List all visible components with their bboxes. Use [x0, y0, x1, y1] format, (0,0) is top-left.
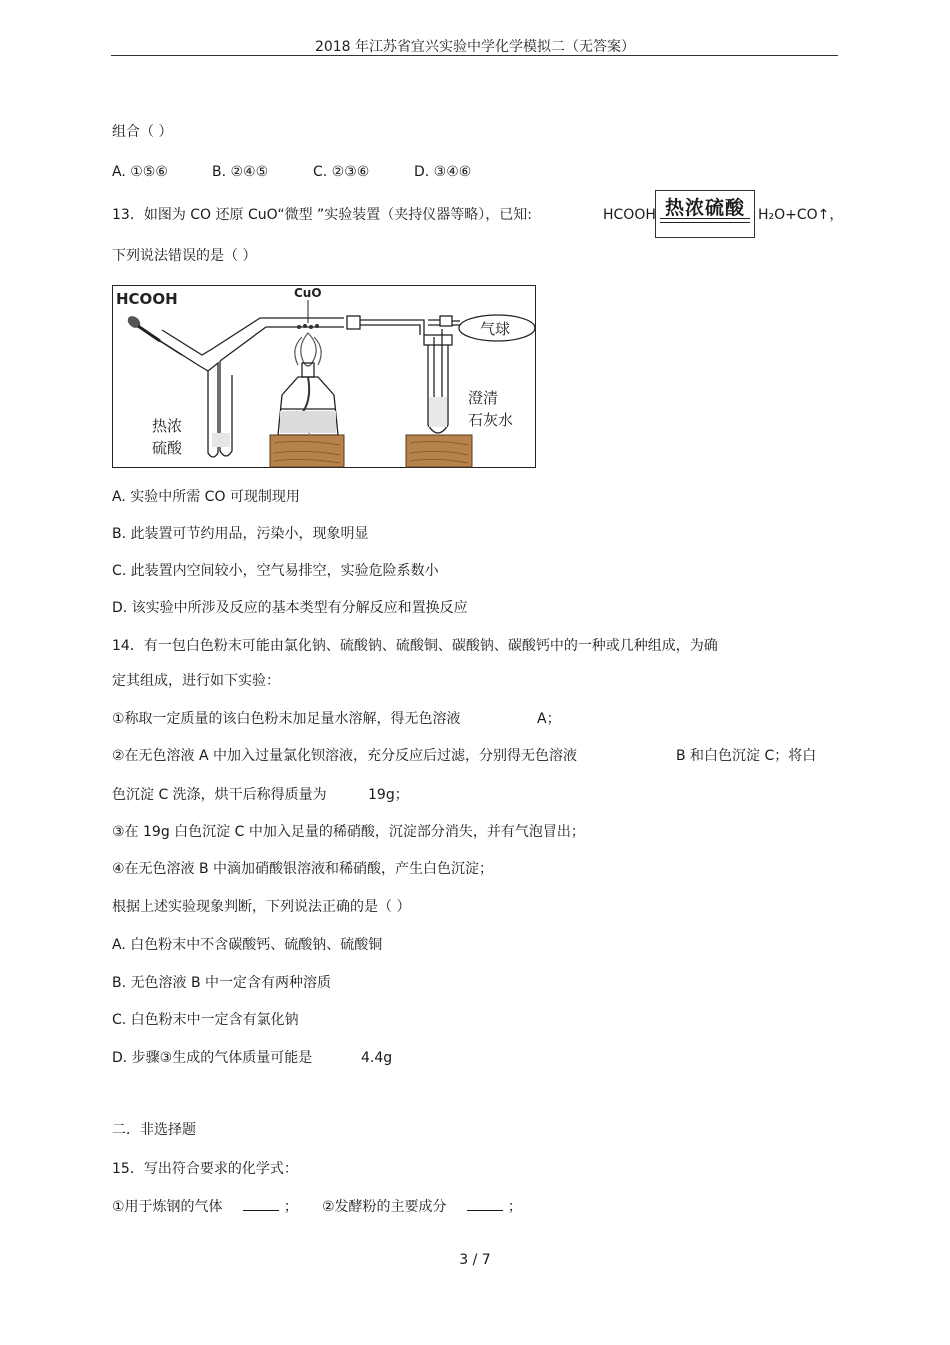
apparatus-figure [112, 285, 536, 468]
q15-item1 [112, 1196, 298, 1216]
q14-question: 根据上述实验现象判断，下列说法正确的是（ ） [112, 899, 411, 915]
wooden-block-left [270, 435, 344, 467]
q15-item2-end: ； [507, 1199, 522, 1215]
q14-option-b: B. 无色溶液 B 中一定含有两种溶质 [112, 975, 332, 991]
q13-option-d: D. 该实验中所涉及反应的基本类型有分解反应和置换反应 [112, 600, 468, 616]
q12-option-a: A. ①⑤⑥ [112, 164, 168, 180]
label-limewater-line2: 石灰水 [468, 411, 514, 429]
apparatus-diagram [112, 285, 536, 468]
q15-item1-end: ； [283, 1199, 298, 1215]
q12-option-c: C. ②③⑥ [313, 164, 370, 180]
q15-item2-label: ②发酵粉的主要成分 [322, 1199, 447, 1215]
acid-liquid [212, 433, 230, 447]
q12-tail: 组合（ ） [112, 124, 173, 140]
label-hot-acid-line1: 热浓 [152, 417, 183, 435]
page-header-title: 2018 年江苏省宜兴实验中学化学模拟二（无答案） [314, 39, 636, 55]
q13-reaction-condition [655, 190, 755, 238]
equation-arrow-line [660, 222, 750, 223]
q14-step2-mass: 19g； [368, 787, 409, 803]
q13-equation-products: H₂O+CO↑， [758, 207, 844, 223]
wooden-block-right [406, 435, 472, 467]
label-limewater-line1: 澄清 [468, 389, 499, 407]
q14-stem-line1: 14．有一包白色粉末可能由氯化钠、硫酸钠、硫酸铜、碳酸钠、碳酸钙中的一种或几种组成，为确 [112, 638, 718, 654]
q14-option-d: D. 步骤③生成的气体质量可能是 [112, 1050, 313, 1066]
q14-step1: ①称取一定质量的该白色粉末加足量水溶解，得无色溶液 [112, 711, 461, 727]
q14-option-c: C. 白色粉末中一定含有氯化钠 [112, 1012, 299, 1028]
page-number: 3 / 7 [459, 1252, 491, 1268]
q15-stem: 15．写出符合要求的化学式： [112, 1161, 298, 1177]
q14-stem-line2: 定其组成，进行如下实验： [112, 673, 280, 689]
q13-equation-reactant: HCOOH [603, 207, 656, 223]
q15-item1-answer-blank[interactable] [243, 1196, 279, 1211]
q14-step4: ④在无色溶液 B 中滴加硝酸银溶液和稀硝酸，产生白色沉淀； [112, 861, 494, 877]
q14-option-a: A. 白色粉末中不含碳酸钙、硫酸钠、硫酸铜 [112, 937, 383, 953]
label-cuo: CuO [294, 286, 322, 300]
label-balloon: 气球 [480, 320, 511, 338]
q13-question: 下列说法错误的是（ ） [112, 248, 257, 264]
q14-step3: ③在 19g 白色沉淀 C 中加入足量的稀硝酸，沉淀部分消失，并有气泡冒出； [112, 824, 585, 840]
q14-option-d-value: 4.4g [361, 1050, 393, 1066]
q14-step2: ②在无色溶液 A 中加入过量氯化钡溶液，充分反应后过滤，分别得无色溶液 [112, 748, 578, 764]
section-title: 二．非选择题 [112, 1122, 196, 1138]
q12-option-b: B. ②④⑤ [212, 164, 269, 180]
balloon-icon [459, 315, 535, 341]
q14-step2-cont: B 和白色沉淀 C；将白 [676, 748, 817, 764]
limewater-liquid [429, 397, 447, 427]
q15-item1-label: ①用于炼钢的气体 [112, 1199, 223, 1215]
q14-step2-line2: 色沉淀 C 洗涤，烘干后称得质量为 [112, 787, 327, 803]
label-hot-acid-line2: 硫酸 [152, 439, 183, 457]
q13-reaction-condition-text: 热浓硫酸 [664, 197, 745, 219]
equation-arrow-line [660, 218, 750, 219]
q15-item2 [322, 1196, 522, 1216]
header-rule [111, 55, 838, 56]
q13-stem: 13．如图为 CO 还原 CuO“微型 ”实验装置（夹持仪器等略），已知: [112, 207, 532, 223]
q15-item2-answer-blank[interactable] [467, 1196, 503, 1211]
label-hcooh: HCOOH [116, 290, 178, 308]
q13-option-c: C. 此装置内空间较小，空气易排空，实验危险系数小 [112, 563, 439, 579]
q12-option-d: D. ③④⑥ [414, 164, 472, 180]
q14-step1-end: A； [537, 711, 561, 727]
q13-option-b: B. 此装置可节约用品，污染小，现象明显 [112, 526, 369, 542]
lamp-alcohol-liquid [280, 411, 336, 433]
q13-option-a: A. 实验中所需 CO 可现制现用 [112, 489, 300, 505]
